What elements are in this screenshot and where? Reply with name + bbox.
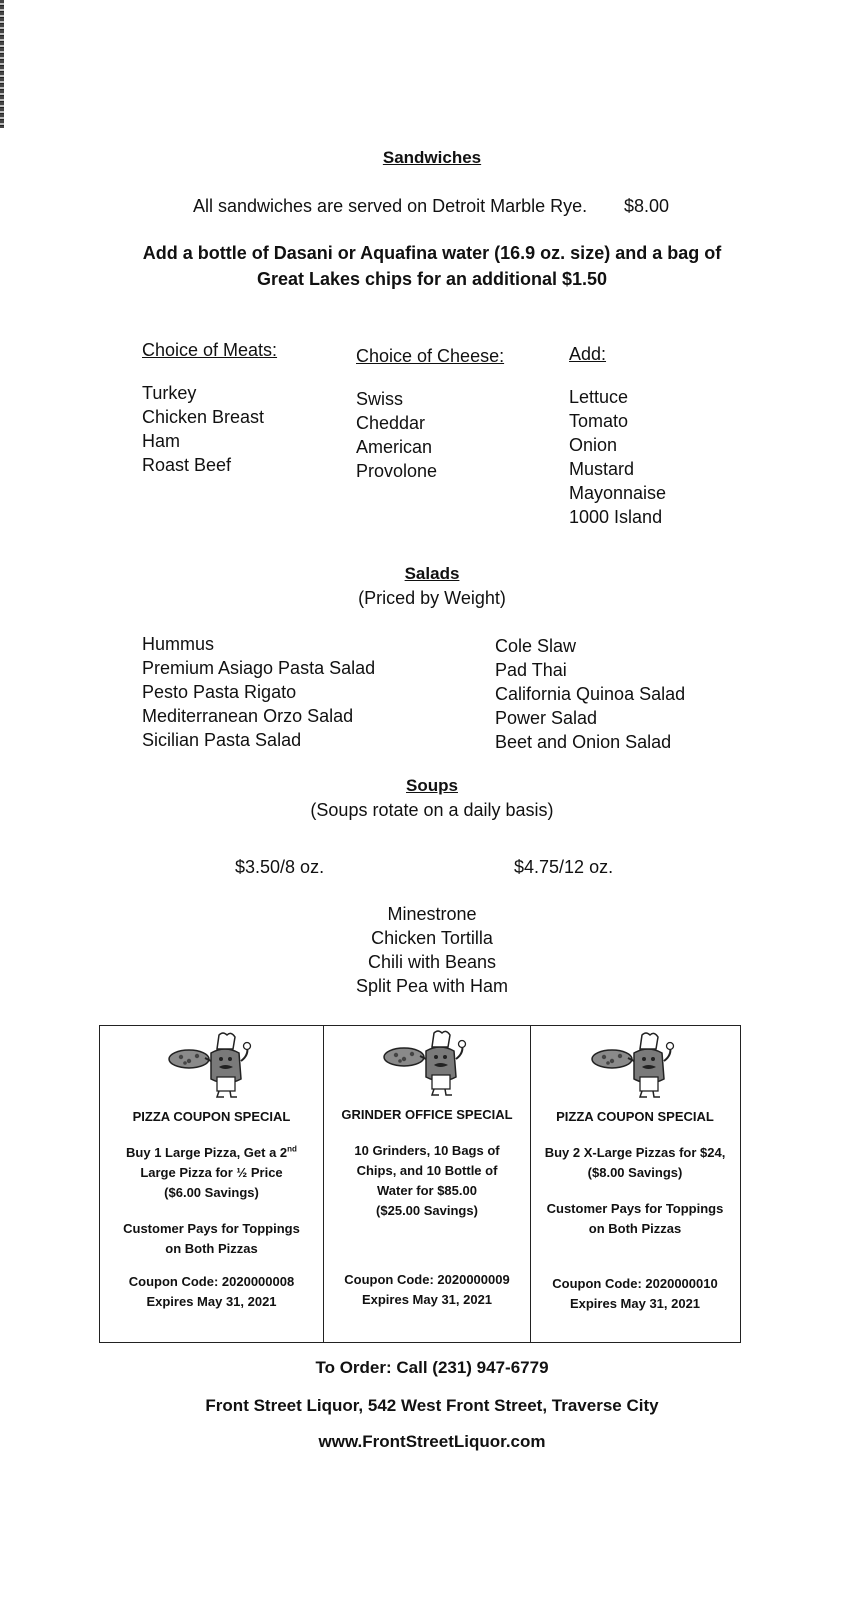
soups-section <box>0 776 864 822</box>
coupon-title: GRINDER OFFICE SPECIAL <box>341 1107 513 1122</box>
list-item: Pesto Pasta Rigato <box>142 682 297 702</box>
coupon-offer: Buy 2 X-Large Pizzas for $24, ($8.00 Savings) <box>544 1145 726 1180</box>
sandwiches-section <box>0 148 864 168</box>
website-link[interactable]: www.FrontStreetLiquor.com <box>318 1432 546 1451</box>
coupon-note: Customer Pays for Toppings on Both Pizzas <box>546 1201 724 1236</box>
chef-with-pizza-icon <box>382 1029 472 1097</box>
meats-list <box>142 381 277 477</box>
salads-section <box>0 564 864 610</box>
salads-heading: Salads <box>404 564 460 583</box>
list-item: Chicken Breast <box>142 407 265 427</box>
list-item: Pad Thai <box>495 660 567 680</box>
add-column <box>569 344 666 529</box>
list-item: Split Pea with Ham <box>355 976 509 996</box>
coupon-3 <box>530 1026 739 1342</box>
list-item: Mediterranean Orzo Salad <box>142 706 354 726</box>
meats-column <box>142 340 277 477</box>
scan-edge-mark <box>0 0 4 128</box>
coupon-strip <box>99 1025 741 1343</box>
list-item: Cheddar <box>356 413 426 433</box>
cheese-list <box>356 387 504 483</box>
list-item: Beet and Onion Salad <box>495 732 672 752</box>
salads-right-list <box>495 634 685 754</box>
soup-price-large: $4.75/12 oz. <box>514 857 614 877</box>
list-item: Swiss <box>356 389 404 409</box>
coupon-code-block <box>531 1274 739 1314</box>
addon-line-2: Great Lakes chips for an additional $1.50 <box>256 269 608 289</box>
salads-left-list <box>142 632 375 752</box>
add-list <box>569 385 666 529</box>
cheese-title: Choice of Cheese: <box>356 346 505 366</box>
coupon-expiry: Expires May 31, 2021 <box>361 1292 493 1307</box>
list-item: Premium Asiago Pasta Salad <box>142 658 376 678</box>
list-item: Onion <box>569 435 618 455</box>
list-item: Roast Beef <box>142 455 232 475</box>
list-item: Mustard <box>569 459 635 479</box>
list-item: Mayonnaise <box>569 483 667 503</box>
list-item: Lettuce <box>569 387 629 407</box>
list-item: Sicilian Pasta Salad <box>142 730 302 750</box>
salads-subheading: (Priced by Weight) <box>358 588 506 608</box>
served-line: All sandwiches are served on Detroit Marble Rye. <box>193 196 588 216</box>
coupon-note: Customer Pays for Toppings on Both Pizzas <box>123 1221 300 1256</box>
addon-offer <box>0 240 864 292</box>
add-title: Add: <box>569 344 607 364</box>
meats-title: Choice of Meats: <box>142 340 278 360</box>
sandwich-price: $8.00 <box>624 196 670 216</box>
list-item: Hummus <box>142 634 215 654</box>
coupon-1 <box>100 1026 323 1342</box>
coupon-offer: Buy 1 Large Pizza, Get a 2nd Large Pizza for ½ Price ($6.00 Savings) <box>126 1144 297 1200</box>
store-address: Front Street Liquor, 542 West Front Street, Traverse City <box>205 1396 659 1415</box>
coupon-code: Coupon Code: 2020000008 <box>128 1274 295 1289</box>
list-item: California Quinoa Salad <box>495 684 686 704</box>
list-item: Chicken Tortilla <box>371 928 493 948</box>
list-item: Provolone <box>356 461 438 481</box>
list-item: Turkey <box>142 383 197 403</box>
list-item: Chili with Beans <box>367 952 497 972</box>
coupon-title: PIZZA COUPON SPECIAL <box>132 1109 291 1124</box>
soup-price-small: $3.50/8 oz. <box>235 857 325 877</box>
addon-line-1: Add a bottle of Dasani or Aquafina water (16.9 oz. size) and a bag of <box>142 243 722 263</box>
coupon-expiry: Expires May 31, 2021 <box>146 1294 277 1309</box>
soups-heading: Soups <box>406 776 458 795</box>
coupon-offer: 10 Grinders, 10 Bags of Chips, and 10 Bottle of Water for $85.00 ($25.00 Savings) <box>354 1143 500 1218</box>
list-item: American <box>356 437 433 457</box>
coupon-code-block <box>100 1272 323 1312</box>
coupon-code: Coupon Code: 2020000009 <box>344 1272 510 1287</box>
cheese-column <box>356 346 504 483</box>
coupon-code: Coupon Code: 2020000010 <box>552 1276 718 1291</box>
chef-with-pizza-icon <box>590 1031 680 1099</box>
coupon-2 <box>323 1026 530 1342</box>
soups-subheading: (Soups rotate on a daily basis) <box>310 800 554 820</box>
coupon-title: PIZZA COUPON SPECIAL <box>556 1109 714 1124</box>
order-phone: To Order: Call (231) 947-6779 <box>315 1358 549 1377</box>
coupon-code-block <box>324 1270 530 1310</box>
list-item: Power Salad <box>495 708 598 728</box>
chef-with-pizza-icon <box>167 1031 257 1099</box>
list-item: Cole Slaw <box>495 636 577 656</box>
sandwiches-heading: Sandwiches <box>382 148 482 167</box>
list-item: Minestrone <box>387 904 477 924</box>
soups-list <box>0 902 864 998</box>
coupon-expiry: Expires May 31, 2021 <box>569 1296 701 1311</box>
list-item: 1000 Island <box>569 507 663 527</box>
list-item: Ham <box>142 431 181 451</box>
list-item: Tomato <box>569 411 629 431</box>
